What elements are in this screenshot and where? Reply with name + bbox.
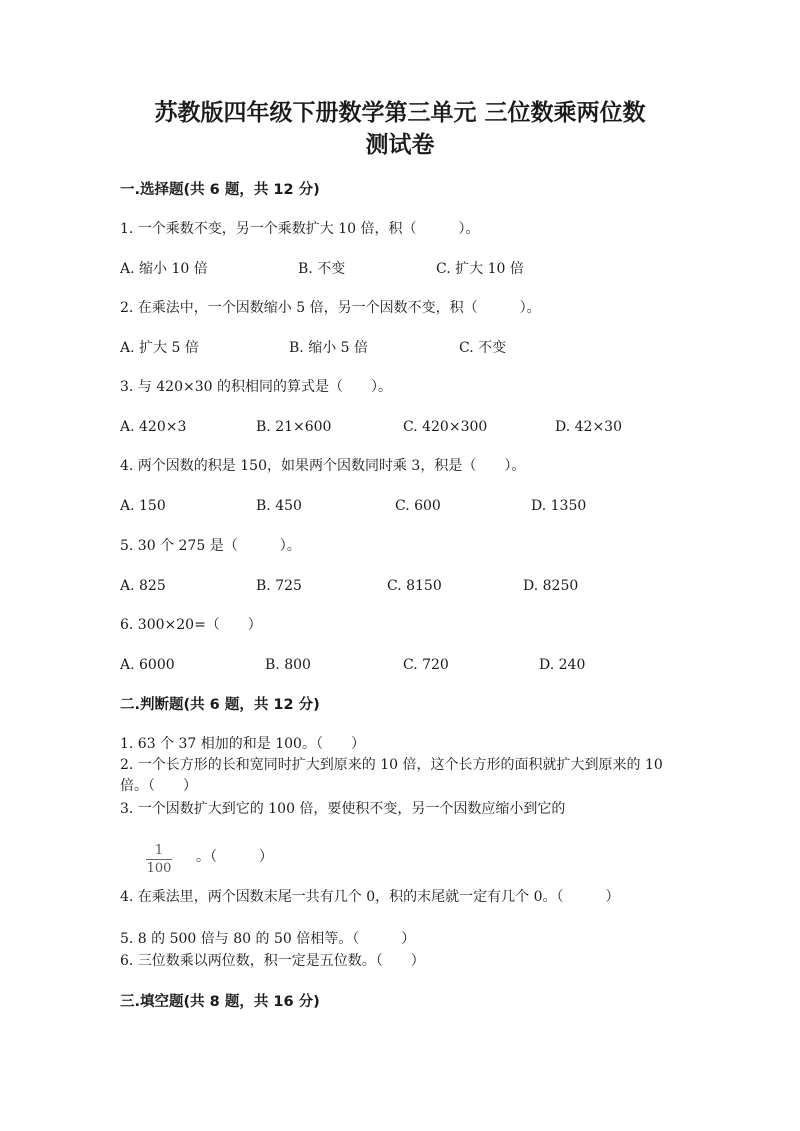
fraction-one-hundredth — [146, 843, 172, 876]
option-c: C. 420×300 — [403, 419, 488, 435]
section-heading-judgement: 二.判断题(共 6 题，共 12 分) — [120, 697, 320, 713]
option-c: C. 8150 — [387, 578, 442, 594]
option-c: C. 扩大 10 倍 — [436, 261, 524, 277]
option-b: B. 缩小 5 倍 — [289, 340, 368, 356]
option-b: B. 不变 — [298, 261, 346, 277]
question-text: 4. 两个因数的积是 150，如果两个因数同时乘 3，积是（ ）。 — [120, 458, 526, 474]
judgement-item-suffix: 。（ ） — [196, 849, 273, 865]
question-text: 2. 在乘法中，一个因数缩小 5 倍，另一个因数不变，积（ ）。 — [120, 300, 541, 316]
question-text: 6. 300×20=（ ） — [120, 617, 262, 633]
option-c: C. 不变 — [459, 340, 507, 356]
judgement-item: 4. 在乘法里，两个因数末尾一共有几个 0，积的末尾就一定有几个 0。（ ） — [120, 889, 620, 905]
judgement-item: 2. 一个长方形的长和宽同时扩大到原来的 10 倍，这个长方形的面积就扩大到原来的 10 倍。（ ） — [120, 757, 663, 794]
judgement-item: 6. 三位数乘以两位数，积一定是五位数。（ ） — [120, 953, 425, 969]
option-c: C. 600 — [395, 498, 441, 514]
option-a: A. 缩小 10 倍 — [120, 261, 208, 277]
option-d: D. 42×30 — [555, 419, 622, 435]
judgement-item: 3. 一个因数扩大到它的 100 倍，要使积不变，另一个因数应缩小到它的 — [120, 801, 566, 817]
option-b: B. 800 — [265, 657, 311, 673]
judgement-item: 5. 8 的 500 倍与 80 的 50 倍相等。（ ） — [120, 931, 416, 947]
option-d: D. 8250 — [523, 578, 579, 594]
option-a: A. 420×3 — [120, 419, 187, 435]
fraction-denominator: 100 — [146, 861, 172, 876]
option-d: D. 1350 — [531, 498, 587, 514]
fraction-bar — [146, 859, 172, 860]
question-text: 5. 30 个 275 是（ ）。 — [120, 538, 301, 554]
option-b: B. 450 — [256, 498, 302, 514]
option-a: A. 扩大 5 倍 — [120, 340, 199, 356]
exam-title-line1: 苏教版四年级下册数学第三单元 三位数乘两位数 — [154, 100, 646, 126]
section-heading-fill-blank: 三.填空题(共 8 题，共 16 分) — [120, 994, 320, 1010]
question-text: 1. 一个乘数不变，另一个乘数扩大 10 倍，积（ ）。 — [120, 221, 480, 237]
option-b: B. 21×600 — [256, 419, 332, 435]
judgement-item: 1. 63 个 37 相加的和是 100。（ ） — [120, 736, 365, 752]
option-a: A. 825 — [120, 578, 166, 594]
exam-title-line2: 测试卷 — [365, 132, 435, 158]
option-b: B. 725 — [256, 578, 302, 594]
fraction-numerator: 1 — [154, 843, 164, 858]
question-text: 3. 与 420×30 的积相同的算式是（ ）。 — [120, 379, 392, 395]
option-a: A. 150 — [120, 498, 166, 514]
option-d: D. 240 — [539, 657, 586, 673]
section-heading-choice: 一.选择题(共 6 题，共 12 分) — [120, 182, 320, 198]
option-c: C. 720 — [403, 657, 449, 673]
option-a: A. 6000 — [120, 657, 175, 673]
